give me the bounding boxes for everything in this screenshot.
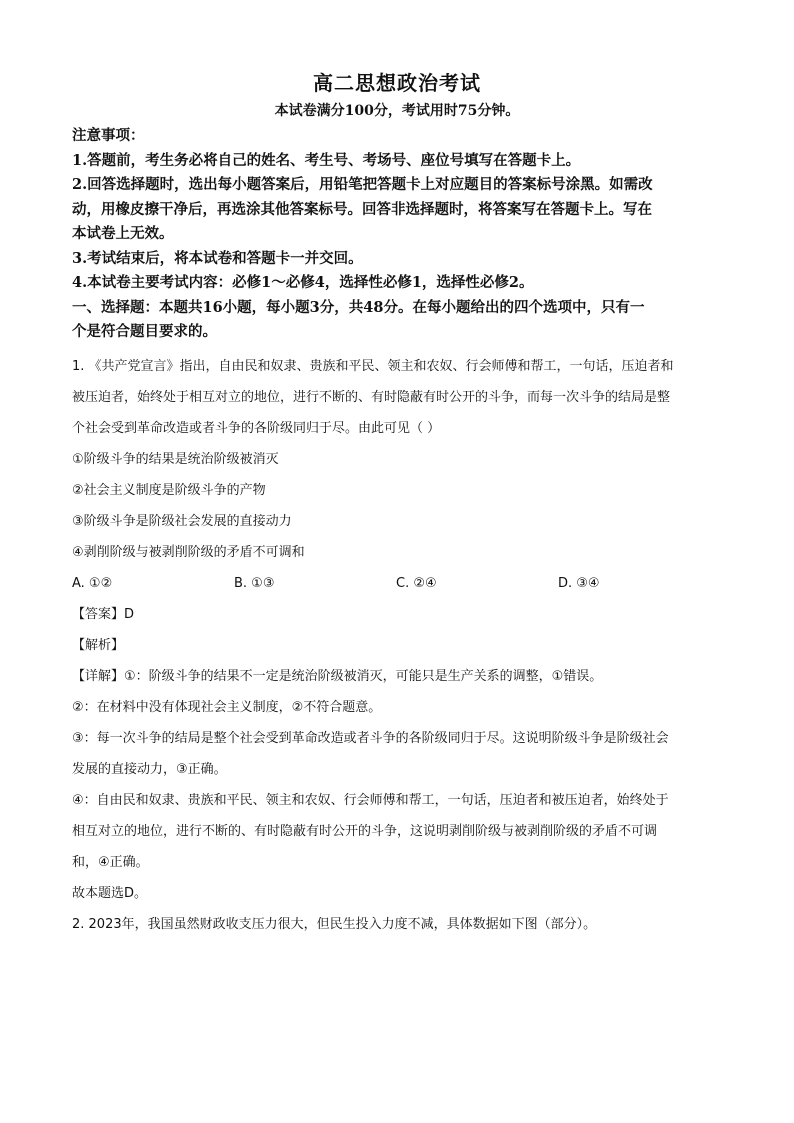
analysis-line: ②：在材料中没有体现社会主义制度，②不符合题意。 — [72, 699, 382, 715]
question-1 — [72, 351, 722, 909]
analysis-line: ④：自由民和奴隶、贵族和平民、领主和农奴、行会师傅和帮工，一句话，压迫者和被压迫者，始终处于 — [72, 792, 669, 808]
conclusion-line: 故本题选D。 — [72, 885, 148, 901]
statement-item: ③阶级斗争是阶级社会发展的直接动力 — [72, 513, 292, 529]
analysis-label: 【解析】 — [72, 637, 125, 653]
notice-item: 动，用橡皮擦干净后，再选涂其他答案标号。回答非选择题时，将答案写在答题卡上。写在 — [72, 200, 652, 218]
notice-item: 1.答题前，考生务必将自己的姓名、考生号、考场号、座位号填写在答题卡上。 — [72, 151, 581, 169]
notice-block — [72, 124, 722, 296]
option-d: D. ③④ — [558, 575, 600, 591]
analysis-line: 发展的直接动力，③正确。 — [72, 761, 227, 777]
notice-heading: 注意事项： — [72, 127, 145, 144]
page-title: 高二思想政治考试 — [313, 71, 481, 95]
answer-options — [72, 568, 722, 599]
statement-item: ②社会主义制度是阶级斗争的产物 — [72, 482, 266, 498]
analysis-line: 【详解】①：阶级斗争的结果不一定是统治阶级被消灭，可能只是生产关系的调整，①错误。 — [72, 668, 603, 684]
analysis-line: 和，④正确。 — [72, 854, 149, 870]
exam-subtitle: 本试卷满分100分，考试用时75分钟。 — [274, 103, 520, 119]
question-stem-line: 1. 《共产党宣言》指出，自由民和奴隶、贵族和平民、领主和农奴、行会师傅和帮工，一句话，压迫者和 — [72, 358, 674, 374]
notice-item: 4.本试卷主要考试内容：必修1～必修4，选择性必修1，选择性必修2。 — [72, 274, 534, 291]
option-a: A. ①② — [72, 575, 113, 591]
section-heading-line: 一、选择题：本题共16小题，每小题3分，共48分。在每小题给出的四个选项中，只有一 — [72, 298, 645, 316]
option-c: C. ②④ — [396, 575, 437, 591]
notice-item: 2.回答选择题时，选出每小题答案后，用铅笔把答题卡上对应题目的答案标号涂黑。如需改 — [72, 176, 653, 193]
option-b: B. ①③ — [234, 575, 275, 591]
question-stem-line: 个社会受到革命改造或者斗争的各阶级同归于尽。由此可见（ ） — [72, 420, 441, 436]
answer-line: 【答案】D — [72, 606, 135, 622]
question-stem-line: 被压迫者，始终处于相互对立的地位，进行不断的、有时隐蔽有时公开的斗争，而每一次斗争的结局是整 — [72, 389, 671, 405]
notice-item: 3.考试结束后，将本试卷和答题卡一并交回。 — [72, 249, 363, 267]
statement-item: ①阶级斗争的结果是统治阶级被消灭 — [72, 451, 279, 467]
question-stem-line: 2. 2023年，我国虽然财政收支压力很大，但民生投入力度不减，具体数据如下图（部分）。 — [72, 916, 597, 932]
section-heading-line: 个是符合题目要求的。 — [72, 323, 217, 340]
statement-item: ④剥削阶级与被剥削阶级的矛盾不可调和 — [72, 544, 305, 560]
exam-page — [72, 70, 722, 940]
question-2 — [72, 909, 722, 940]
analysis-line: ③：每一次斗争的结局是整个社会受到革命改造或者斗争的各阶级同归于尽。这说明阶级斗争是阶级社会 — [72, 730, 669, 746]
section-heading — [72, 296, 722, 345]
notice-item: 本试卷上无效。 — [72, 225, 174, 242]
analysis-line: 相互对立的地位，进行不断的、有时隐蔽有时公开的斗争，这说明剥削阶级与被剥削阶级的矛盾不可调 — [72, 823, 658, 839]
